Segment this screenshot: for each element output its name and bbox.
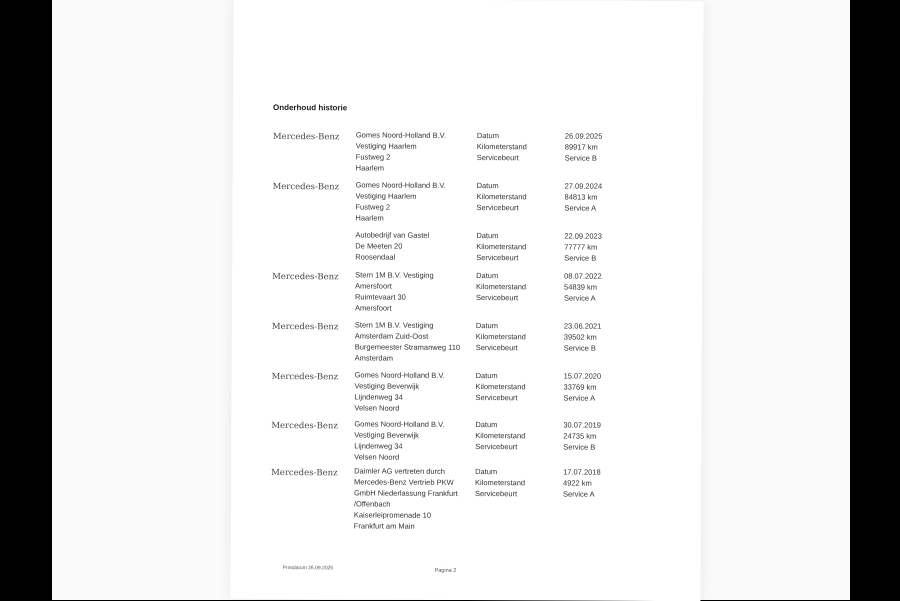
field-values [564,231,602,264]
field-label: Kilometerstand [476,192,527,202]
field-labels [476,270,526,303]
field-label: Kilometerstand [475,382,526,392]
service-type: Service B [564,253,597,263]
field-label: Servicebeurt [476,253,519,263]
field-label: Datum [475,371,498,381]
field-values [563,420,601,453]
service-entry [232,322,702,374]
address-line: Haarlem [355,163,385,173]
address-line: Gomes Noord-Holland B.V. [355,130,447,140]
field-label: Datum [475,420,498,430]
address-line: Kaiserleipromenade 10 [353,510,432,520]
dealer-address [355,319,461,364]
service-type: Service B [564,153,597,163]
dealer-brand: Mercedes-Benz [272,131,340,143]
service-date: 30.07.2019 [563,420,601,430]
address-line: Roosendaal [355,252,396,262]
field-label: Datum [475,321,498,331]
address-line: Lijndenweg 34 [354,441,403,451]
field-labels [475,466,525,499]
address-line: Amsterdam [354,353,394,363]
address-line: Gomes Noord-Holland B.V. [354,419,445,429]
address-line: Vestiging Haarlem [355,141,417,151]
field-label: Kilometerstand [475,332,526,342]
page-number: Pagina 2 [434,567,457,574]
odometer-value: 24735 km [563,431,597,441]
service-date: 23.06.2021 [563,321,602,331]
service-date: 17.07.2018 [563,467,601,477]
odometer-value: 77777 km [564,242,598,252]
address-line: Fustweg 2 [355,152,391,162]
service-entry [232,272,702,324]
field-labels [475,370,525,403]
address-line: Gomes Noord-Holland B.V. [355,180,446,190]
service-type: Service B [563,442,596,452]
field-values [563,467,601,500]
address-line: Amersfoort [354,303,392,313]
address-line: Daimler AG vertreten durch [354,466,446,476]
address-line: Stern 1M B.V. Vestiging [355,270,434,280]
field-values [564,181,602,214]
field-label: Datum [476,181,499,191]
dealer-address [354,418,444,462]
address-line: Burgemeester Stramanweg 110 [354,342,461,352]
field-label: Datum [476,271,499,281]
service-type: Service A [563,293,596,303]
address-line: Lijndenweg 34 [354,392,403,402]
dealer-address [354,369,444,413]
address-line: Velsen Noord [354,403,400,413]
field-label: Servicebeurt [475,393,518,403]
field-labels [476,230,526,263]
address-line: Vestiging Beverwijk [354,430,419,440]
address-line: GmbH Niederlassung Frankfurt [353,488,458,498]
service-type: Service A [563,393,596,403]
document-title: Onderhoud historie [272,102,348,113]
address-line: Mercedes-Benz Vertrieb PKW [354,477,454,487]
service-entry [231,372,701,424]
field-label: Kilometerstand [476,242,527,252]
odometer-value: 39502 km [563,332,597,342]
service-type: Service B [563,343,596,353]
field-values [563,371,601,404]
field-label: Servicebeurt [475,343,518,353]
service-type: Service A [562,489,595,499]
address-line: Autobedrijf van Gastel [355,230,430,240]
address-line: /Offenbach [353,499,391,509]
service-type: Service A [564,203,597,213]
odometer-value: 4922 km [563,478,592,488]
service-entry [232,182,702,234]
address-line: Fustweg 2 [355,202,391,212]
address-line: Amersfoort [355,281,392,291]
dealer-brand: Mercedes-Benz [271,467,338,479]
dealer-brand: Mercedes-Benz [271,420,338,432]
odometer-value: 54839 km [564,282,598,292]
print-date: Printdatum 26.09.2025 [282,565,334,572]
address-line: Frankfurt am Main [353,521,415,531]
field-label: Servicebeurt [476,153,519,163]
service-date: 22.09.2023 [564,231,602,241]
address-line: Ruimtevaart 30 [354,292,406,302]
address-line: De Meeten 20 [355,241,403,251]
dealer-brand: Mercedes-Benz [271,321,339,333]
field-label: Servicebeurt [474,489,518,499]
field-values [565,131,603,164]
odometer-value: 84813 km [564,192,598,202]
field-label: Kilometerstand [475,478,526,488]
odometer-value: 89917 km [564,142,598,152]
service-date: 26.09.2025 [564,131,603,141]
dealer-address [355,229,429,262]
field-values [564,271,602,304]
dealer-brand: Mercedes-Benz [272,181,340,193]
dealer-brand: Mercedes-Benz [271,371,339,383]
field-label: Datum [476,131,499,141]
field-labels [476,320,526,353]
odometer-value: 33769 km [563,382,597,392]
dealer-address [356,129,446,173]
field-label: Servicebeurt [475,442,518,452]
field-labels [476,180,526,213]
service-entry [233,132,703,184]
address-line: Vestiging Beverwijk [354,381,420,391]
field-labels [475,419,525,452]
service-date: 15.07.2020 [563,371,602,381]
service-date: 08.07.2022 [564,271,602,281]
dealer-brand: Mercedes-Benz [272,271,339,283]
field-label: Datum [475,467,498,477]
dealer-address [355,179,445,223]
service-entry [231,466,701,531]
document-page [230,0,703,601]
address-line: Gomes Noord-Holland B.V. [354,370,445,380]
address-line: Stern 1M B.V. Vestiging [354,320,434,330]
address-line: Haarlem [355,213,384,223]
address-line: Velsen Noord [354,452,400,462]
dealer-address [355,269,434,313]
field-label: Kilometerstand [476,142,527,152]
field-label: Kilometerstand [476,282,527,292]
field-label: Datum [476,231,499,241]
dealer-address [354,465,458,532]
address-line: Amsterdam Zuid-Oost [354,331,429,341]
field-labels [477,130,527,163]
service-entry [231,421,701,473]
field-label: Servicebeurt [476,203,519,213]
field-label: Kilometerstand [475,431,526,441]
field-values [564,321,602,354]
service-date: 27.09.2024 [564,181,603,191]
address-line: Vestiging Haarlem [355,191,417,201]
field-label: Servicebeurt [475,293,519,303]
